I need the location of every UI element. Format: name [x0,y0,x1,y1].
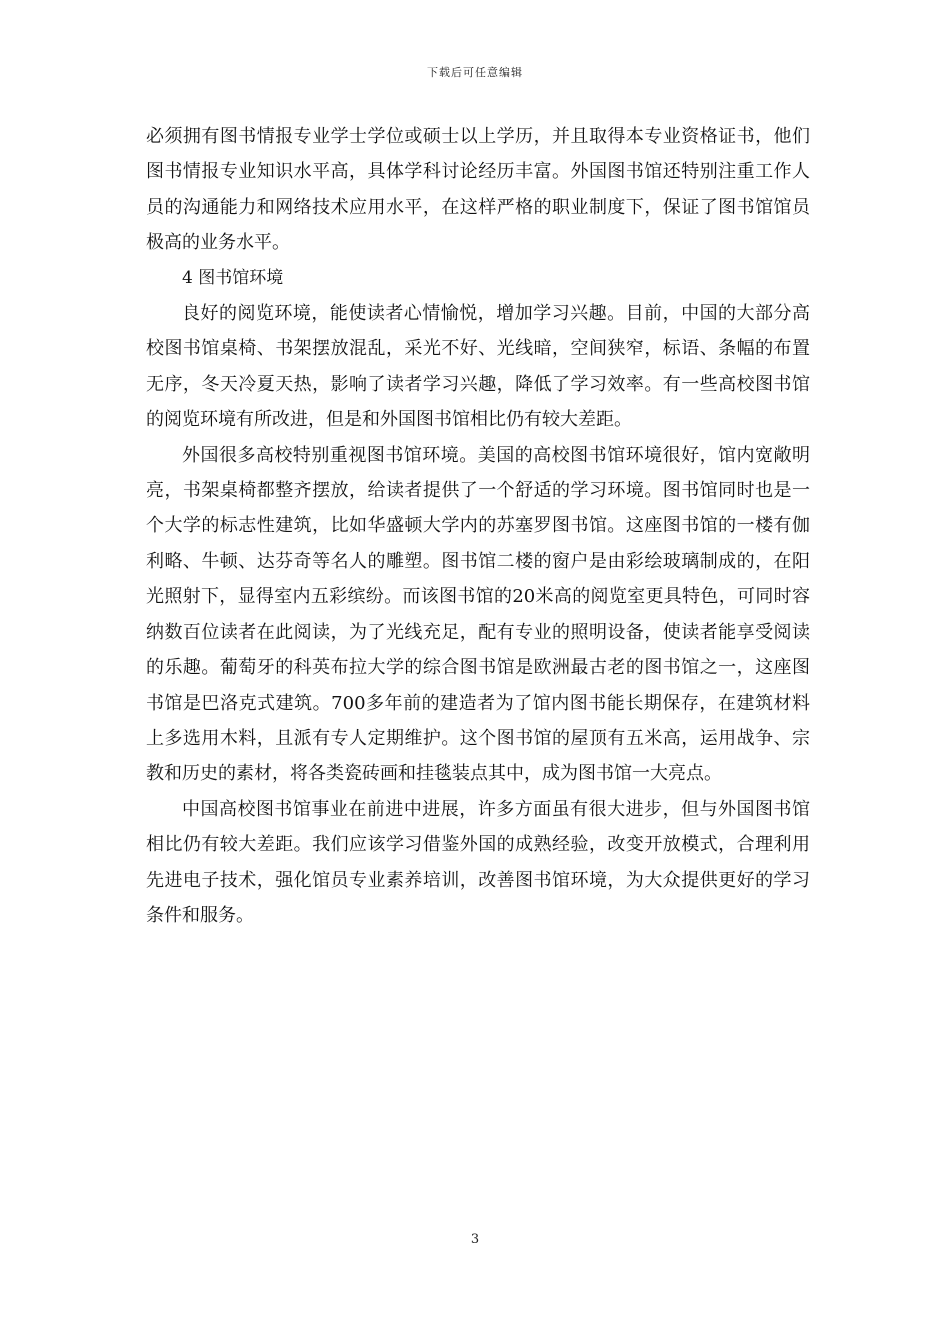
paragraph: 外国很多高校特别重视图书馆环境。美国的高校图书馆环境很好，馆内宽敞明亮，书架桌椅都整齐摆放，给读者提供了一个舒适的学习环境。图书馆同时也是一个大学的标志性建筑，比如华盛顿大学内的苏塞罗图书馆。这座图书馆的一楼有伽利略、牛顿、达芬奇等名人的雕塑。图书馆二楼的窗户是由彩绘玻璃制成的，在阳光照射下，显得室内五彩缤纷。而该图书馆的20米高的阅览室更具特色，可同时容纳数百位读者在此阅读，为了光线充足，配有专业的照明设备，使读者能享受阅读的乐趣。葡萄牙的科英布拉大学的综合图书馆是欧洲最古老的图书馆之一，这座图书馆是巴洛克式建筑。700多年前的建造者为了馆内图书能长期保存，在建筑材料上多选用木料，且派有专人定期维护。这个图书馆的屋顶有五米高，运用战争、宗教和历史的素材，将各类瓷砖画和挂毯装点其中，成为图书馆一大亮点。 [146,444,810,785]
paragraph: 良好的阅览环境，能使读者心情愉悦，增加学习兴趣。目前，中国的大部分高校图书馆桌椅、书架摆放混乱，采光不好、光线暗，空间狭窄，标语、条幅的布置无序，冬天冷夏天热，影响了读者学习兴趣，降低了学习效率。有一些高校图书馆的阅览环境有所改进，但是和外国图书馆相比仍有较大差距。 [146,303,810,431]
document-body [146,119,810,933]
paragraph-continued: 必须拥有图书情报专业学士学位或硕士以上学历，并且取得本专业资格证书，他们图书情报专业知识水平高，具体学科讨论经历丰富。外国图书馆还特别注重工作人员的沟通能力和网络技术应用水平，在这样严格的职业制度下，保证了图书馆馆员极高的业务水平。 [146,126,810,254]
page-number: 3 [470,1232,480,1247]
page-header: 下载后可任意编辑 [427,66,523,79]
paragraph: 中国高校图书馆事业在前进中进展，许多方面虽有很大进步，但与外国图书馆相比仍有较大差距。我们应该学习借鉴外国的成熟经验，改变开放模式，合理利用先进电子技术，强化馆员专业素养培训，改善图书馆环境，为大众提供更好的学习条件和服务。 [146,798,810,926]
section-heading: 4 图书馆环境 [182,267,284,288]
